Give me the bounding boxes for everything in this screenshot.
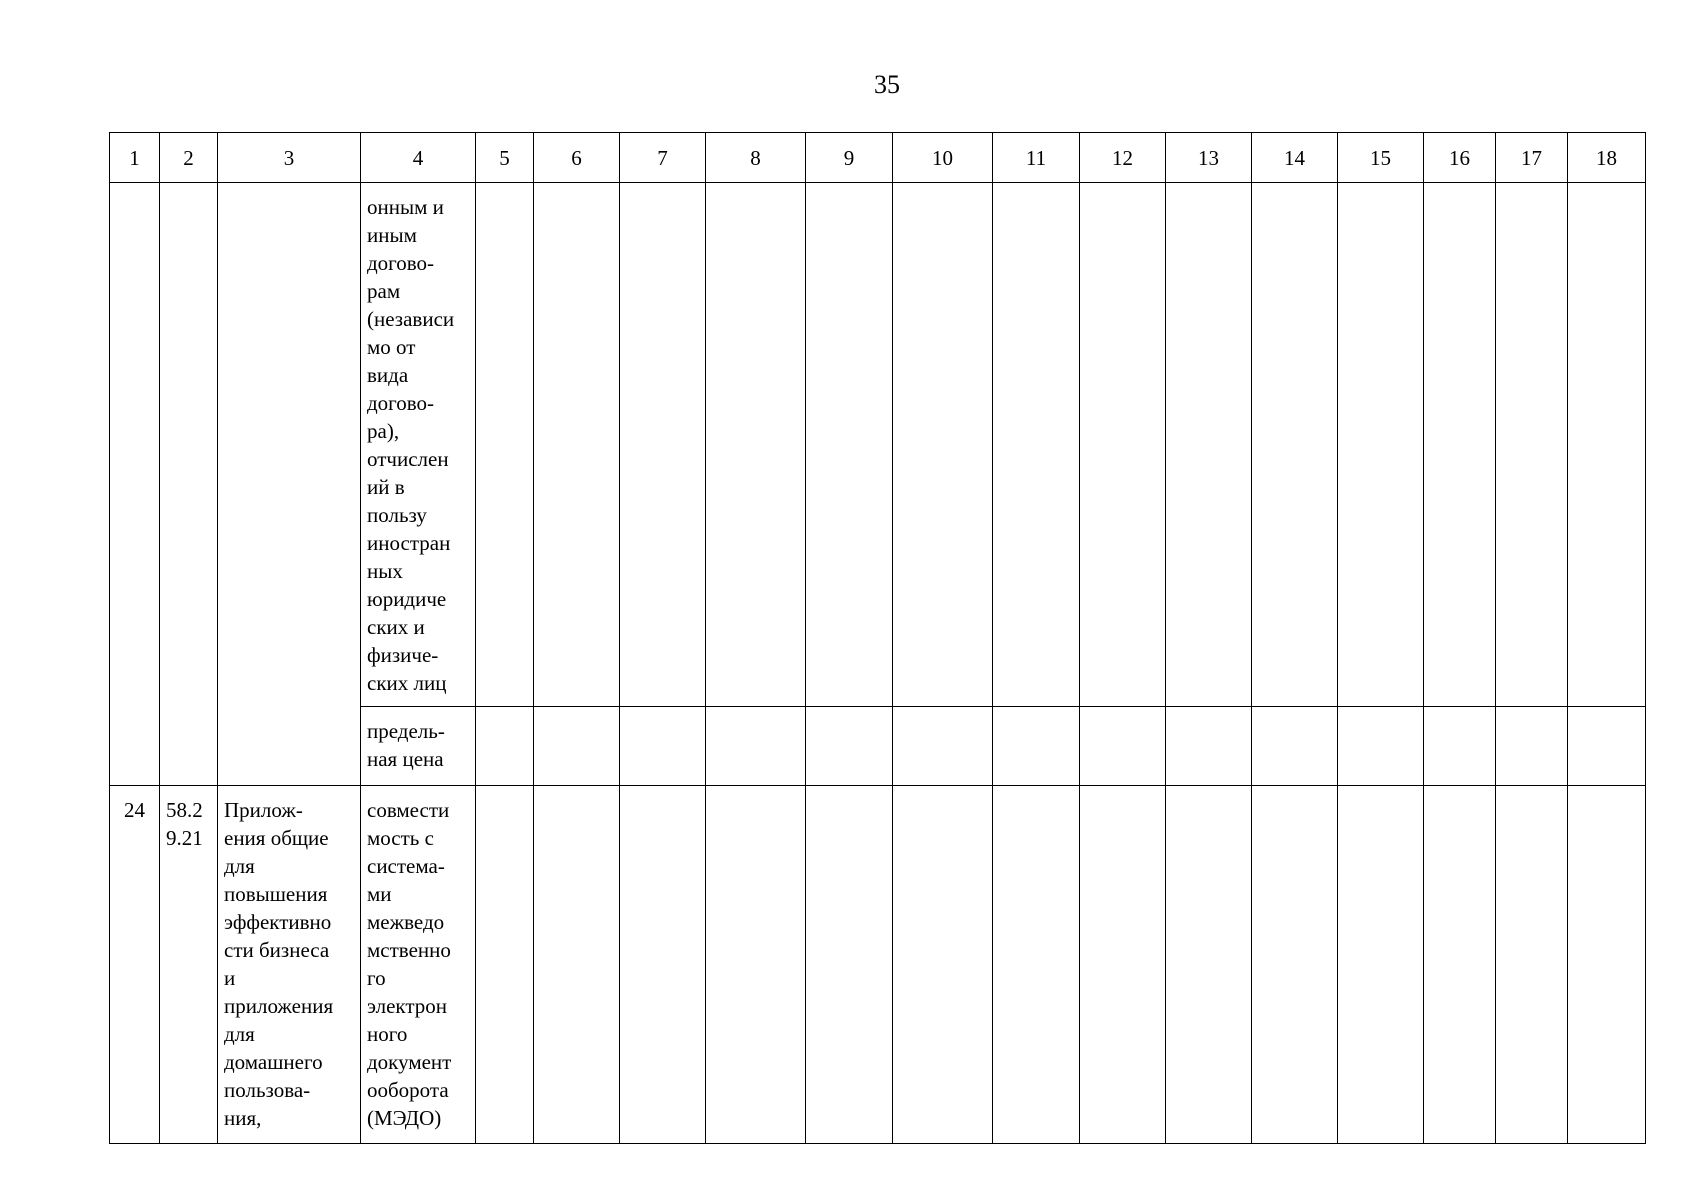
- table-cell: [1166, 183, 1252, 707]
- table-cell: [1338, 786, 1424, 1144]
- table-cell: [1496, 707, 1568, 786]
- table-cell: [993, 707, 1080, 786]
- table-cell: [893, 707, 993, 786]
- table-cell: [1252, 183, 1338, 707]
- table-cell: [361, 183, 476, 707]
- table-cell: [806, 786, 893, 1144]
- column-number-header-row: [110, 133, 1646, 183]
- okpd-code: 58.2 9.21: [166, 798, 203, 850]
- table-cell: [620, 786, 706, 1144]
- table-cell: [534, 786, 620, 1144]
- table-cell: [620, 707, 706, 786]
- table-cell: [1080, 786, 1166, 1144]
- table-cell: [1424, 183, 1496, 707]
- table-cell: [1252, 786, 1338, 1144]
- table-cell: [1424, 707, 1496, 786]
- table-cell: [1166, 707, 1252, 786]
- table-cell: [1166, 786, 1252, 1144]
- table-cell: [476, 707, 534, 786]
- table-cell: [620, 183, 706, 707]
- characteristic-text: предель- ная цена: [367, 719, 445, 771]
- table-cell: [110, 786, 160, 1144]
- table-cell: [1080, 707, 1166, 786]
- column-header: 13: [1166, 133, 1252, 183]
- table-cell: [218, 786, 361, 1144]
- table-cell: [1252, 707, 1338, 786]
- column-header: 15: [1338, 133, 1424, 183]
- row-number: 24: [124, 798, 145, 822]
- table-cell: [476, 786, 534, 1144]
- characteristic-text: онным и иным догово- рам (независи мо от вида догово- ра), отчислен ий в пользу иностран ных юридиче ских и физиче- ских лиц: [367, 195, 455, 695]
- table-cell: [993, 183, 1080, 707]
- table-cell: [361, 707, 476, 786]
- table-cell: [534, 707, 620, 786]
- column-header: 16: [1424, 133, 1496, 183]
- table-cell: [160, 183, 218, 786]
- table-cell: [1080, 183, 1166, 707]
- table-cell: [160, 786, 218, 1144]
- column-header: 17: [1496, 133, 1568, 183]
- column-header: 11: [993, 133, 1080, 183]
- table-cell: [993, 786, 1080, 1144]
- column-header: 9: [806, 133, 893, 183]
- table-cell: [893, 183, 993, 707]
- table-cell: [893, 786, 993, 1144]
- data-table: [109, 132, 1646, 1144]
- table-cell: [534, 183, 620, 707]
- column-header: 6: [534, 133, 620, 183]
- table-cell: [110, 183, 160, 786]
- table-cell: [806, 183, 893, 707]
- product-name-text: Прилож- ения общие для повышения эффективно сти бизнеса и приложения для домашнего пользова- ния,: [224, 798, 334, 1130]
- table-cell: [218, 183, 361, 786]
- table-row: [110, 786, 1646, 1144]
- column-header: 5: [476, 133, 534, 183]
- table-cell: [1496, 183, 1568, 707]
- column-header: 7: [620, 133, 706, 183]
- column-header: 12: [1080, 133, 1166, 183]
- table-cell: [1338, 183, 1424, 707]
- table-cell: [706, 786, 806, 1144]
- column-header: 3: [218, 133, 361, 183]
- table-cell: [1338, 707, 1424, 786]
- column-header: 4: [361, 133, 476, 183]
- column-header: 8: [706, 133, 806, 183]
- column-header: 1: [110, 133, 160, 183]
- table-cell: [1568, 183, 1646, 707]
- characteristic-text: совмести мость с система- ми межведо мственно го электрон ного документ ооборота (МЭДО): [367, 798, 452, 1130]
- table-cell: [476, 183, 534, 707]
- table-cell: [1424, 786, 1496, 1144]
- table-cell: [806, 707, 893, 786]
- page-number: 35: [874, 70, 900, 99]
- table-cell: [1568, 707, 1646, 786]
- table-cell: [1568, 786, 1646, 1144]
- table-cell: [706, 183, 806, 707]
- table-row: [110, 183, 1646, 707]
- table-cell: [1496, 786, 1568, 1144]
- column-header: 2: [160, 133, 218, 183]
- table-cell: [706, 707, 806, 786]
- column-header: 10: [893, 133, 993, 183]
- table-cell: [361, 786, 476, 1144]
- column-header: 14: [1252, 133, 1338, 183]
- column-header: 18: [1568, 133, 1646, 183]
